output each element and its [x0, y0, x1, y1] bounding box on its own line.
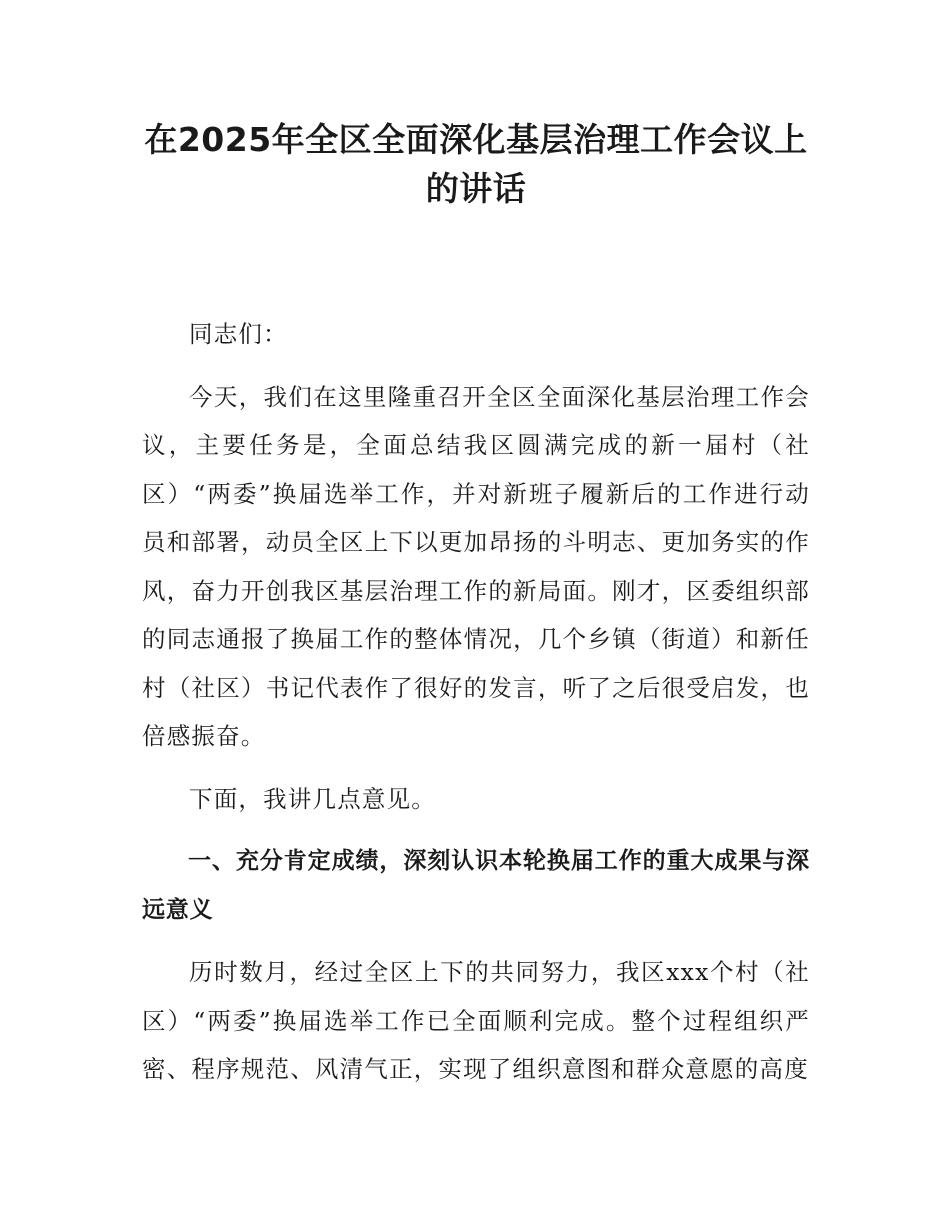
title-line-1: 在2025年全区全面深化基层治理工作会议上: [144, 120, 808, 159]
paragraph-section-1: 历时数月，经过全区上下的共同努力，我区xxx个村（社区）“两委”换届选举工作已全面顺利完成。整个过程组织严密、程序规范、风清气正，实现了组织意图和群众意愿的高度: [142, 958, 810, 1083]
paragraph-intro: 下面，我讲几点意见。: [189, 784, 436, 813]
title-line-2: 的讲话: [425, 169, 527, 208]
document-title: [142, 115, 810, 213]
paragraph-opening: 今天，我们在这里隆重召开全区全面深化基层治理工作会议，主要任务是，全面总结我区圆满完成的新一届村（社区）“两委”换届选举工作，并对新班子履新后的工作进行动员和部署，动员全区上下以更加昂扬的斗明志、更加务实的作风，奋力开创我区基层治理工作的新局面。刚才，区委组织部的同志通报了换届工作的整体情况，几个乡镇（街道）和新任村（社区）书记代表作了很好的发言，听了之后很受启发，也倍感振奋。: [142, 382, 810, 750]
document-page: [142, 100, 810, 1094]
section-heading-1: 一、充分肯定成绩，深刻认识本轮换届工作的重大成果与深远意义: [142, 848, 810, 923]
greeting: 同志们：: [189, 320, 288, 348]
